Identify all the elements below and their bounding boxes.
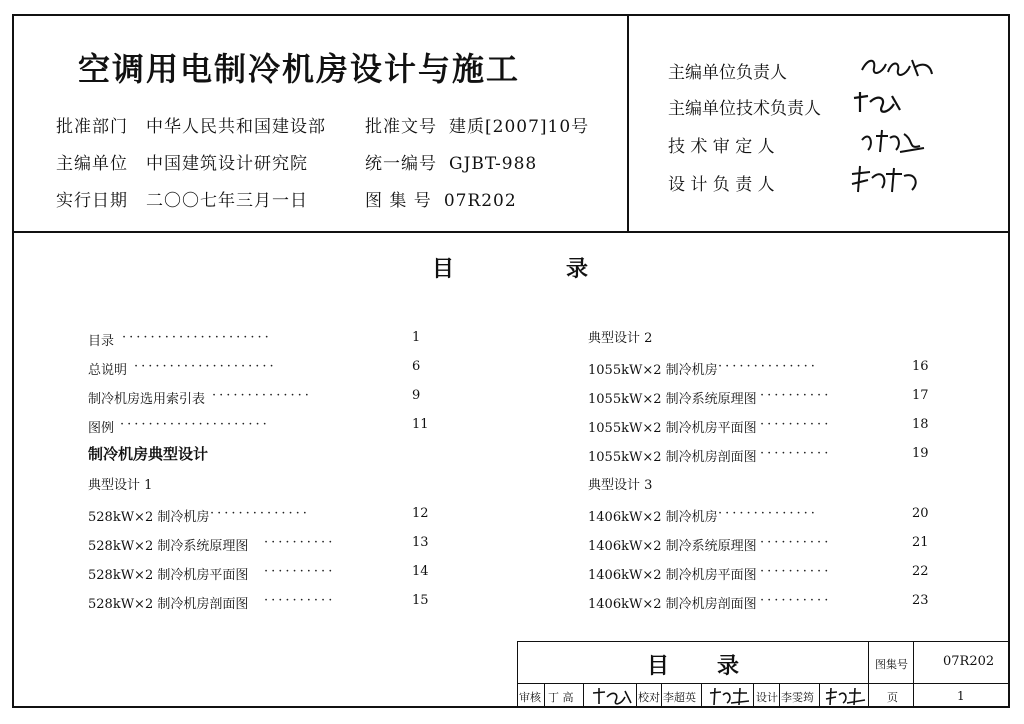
toc-entry-title: 528kW×2 制冷机房平面图 [88, 568, 249, 583]
tb-page: 1 [957, 689, 965, 703]
approval-doc-label: 批准文号 [365, 117, 437, 137]
unified-no-label: 统一编号 [365, 154, 437, 174]
signature-row-tech-head [668, 94, 828, 119]
toc-entry-title: 1406kW×2 制冷机房平面图 [588, 568, 757, 583]
tb-checker: 李超英 [663, 691, 696, 704]
toc-leader-dots: ·········· [760, 388, 832, 403]
toc-section-title: 制冷机房典型设计 [88, 445, 209, 463]
toc-leader-dots: ·············· [210, 506, 310, 521]
toc-leader-dots: ·········· [760, 564, 832, 579]
toc-leader-dots: ·········· [760, 446, 832, 461]
toc-entry-title: 1055kW×2 制冷机房剖面图 [588, 450, 757, 465]
toc-entry-title: 总说明 [88, 363, 128, 378]
editor-unit-label: 主编单位 [56, 154, 128, 174]
toc-leader-dots: ·············· [718, 506, 818, 521]
toc-entry-page: 16 [912, 359, 929, 374]
tb-design-label: 设计 [756, 691, 778, 704]
toc-leader-dots: ····················· [122, 330, 272, 345]
toc-entry-title: 528kW×2 制冷机房剖面图 [88, 597, 249, 612]
atlas-no-value: 07R202 [443, 191, 517, 211]
toc-entry [588, 532, 944, 554]
toc-entry [88, 327, 444, 349]
toc-entry [88, 590, 444, 612]
toc-leader-dots: ·········· [264, 564, 336, 579]
tb-check-label: 校对 [638, 691, 660, 704]
toc-entry-page: 13 [412, 535, 429, 550]
tb-reviewer: 丁 高 [548, 691, 574, 704]
toc-entry [588, 443, 944, 465]
handwritten-signature [848, 88, 908, 118]
toc-leader-dots: ·············· [718, 359, 818, 374]
unified-no-value: GJBT-988 [449, 154, 538, 174]
toc-entry [588, 385, 944, 407]
tb-designer: 李雯筠 [781, 691, 814, 704]
signature-row-editor-head [668, 58, 828, 83]
signature-label: 设 计 负 责 人 [668, 175, 775, 195]
atlas-no-row [365, 186, 517, 211]
toc-entry-title: 528kW×2 制冷机房 [88, 510, 210, 525]
effective-date-value: 二〇〇七年三月一日 [146, 191, 308, 211]
toc-entry [88, 385, 444, 407]
toc-entry [88, 503, 444, 525]
toc-entry-page: 12 [412, 506, 429, 521]
toc-leader-dots: ·········· [760, 535, 832, 550]
handwritten-signature [848, 164, 928, 196]
handwritten-signature [823, 685, 867, 707]
approval-doc-row [365, 112, 589, 137]
toc-entry [588, 561, 944, 583]
toc-entry-title: 1406kW×2 制冷机房 [588, 510, 718, 525]
toc-group3-title: 典型设计 3 [588, 478, 653, 493]
approval-dept-value: 中华人民共和国建设部 [146, 117, 326, 137]
tb-review-label: 审核 [519, 691, 541, 704]
toc-leader-dots: ·········· [760, 417, 832, 432]
effective-date-row [56, 186, 308, 211]
toc-entry-page: 15 [412, 593, 429, 608]
title-block [517, 641, 1010, 708]
toc-entry-title: 图例 [88, 421, 115, 436]
toc-entry-page: 17 [912, 388, 929, 403]
signature-row-design-head [668, 170, 828, 195]
toc-entry-page: 19 [912, 446, 929, 461]
toc-entry-title: 1055kW×2 制冷系统原理图 [588, 392, 757, 407]
tb-atlas-no-label: 图集号 [875, 658, 908, 671]
handwritten-signature [858, 126, 928, 158]
toc-entry [588, 414, 944, 436]
toc-entry-title: 1055kW×2 制冷机房平面图 [588, 421, 757, 436]
toc-entry-page: 9 [412, 388, 421, 403]
toc-entry-page: 23 [912, 593, 929, 608]
approval-dept-label: 批准部门 [56, 117, 128, 137]
toc-leader-dots: ·········· [760, 593, 832, 608]
unified-no-row [365, 149, 537, 174]
tb-page-label: 页 [887, 691, 898, 704]
toc-entry-page: 21 [912, 535, 929, 550]
toc-entry-title: 1406kW×2 制冷机房剖面图 [588, 597, 757, 612]
signature-row-tech-review [668, 132, 828, 157]
toc-entry-page: 11 [412, 417, 429, 432]
toc-entry-page: 1 [412, 330, 421, 345]
toc-entry [588, 503, 944, 525]
signature-label: 主编单位技术负责人 [668, 99, 821, 119]
signature-label: 技 术 审 定 人 [668, 137, 775, 157]
sheet-title-left: 目 [647, 654, 672, 679]
toc-entry-page: 14 [412, 564, 429, 579]
toc-entry [588, 590, 944, 612]
tb-atlas-no: 07R202 [943, 654, 995, 669]
toc-leader-dots: ·········· [264, 593, 336, 608]
approval-dept-row [56, 112, 326, 137]
toc-entry-title: 1055kW×2 制冷机房 [588, 363, 718, 378]
toc-leader-dots: ·········· [264, 535, 336, 550]
editor-unit-value: 中国建筑设计研究院 [146, 154, 308, 174]
toc-heading-left: 目 [432, 257, 455, 282]
toc-entry [88, 414, 444, 436]
toc-entry [88, 356, 444, 378]
toc-entry [88, 561, 444, 583]
toc-group1-title: 典型设计 1 [88, 478, 153, 493]
toc-entry-page: 20 [912, 506, 929, 521]
atlas-no-label: 图 集 号 [365, 191, 432, 211]
toc-entry-page: 22 [912, 564, 929, 579]
editor-unit-row [56, 149, 308, 174]
approval-doc-value: 建质[2007]10号 [449, 117, 590, 137]
toc-entry-title: 528kW×2 制冷系统原理图 [88, 539, 249, 554]
toc-entry-title: 1406kW×2 制冷系统原理图 [588, 539, 757, 554]
toc-entry [588, 356, 944, 378]
effective-date-label: 实行日期 [56, 191, 128, 211]
handwritten-signature [858, 52, 938, 82]
toc-entry-title: 目录 [88, 334, 115, 349]
toc-leader-dots: ·············· [212, 388, 312, 403]
toc-entry-page: 18 [912, 417, 929, 432]
toc-group2-title: 典型设计 2 [588, 331, 653, 346]
sheet-title-right: 录 [717, 654, 742, 679]
document-title: 空调用电制冷机房设计与施工 [78, 50, 521, 88]
toc-heading-right: 录 [566, 257, 589, 282]
header-vertical-divider [627, 14, 629, 232]
toc-entry [88, 532, 444, 554]
handwritten-signature [589, 685, 633, 707]
handwritten-signature [707, 685, 751, 707]
toc-entry-title: 制冷机房选用索引表 [88, 392, 206, 407]
header-divider [12, 231, 1010, 233]
signature-label: 主编单位负责人 [668, 63, 787, 83]
toc-leader-dots: ····················· [120, 417, 270, 432]
toc-entry-page: 6 [412, 359, 421, 374]
toc-leader-dots: ···················· [134, 359, 277, 374]
